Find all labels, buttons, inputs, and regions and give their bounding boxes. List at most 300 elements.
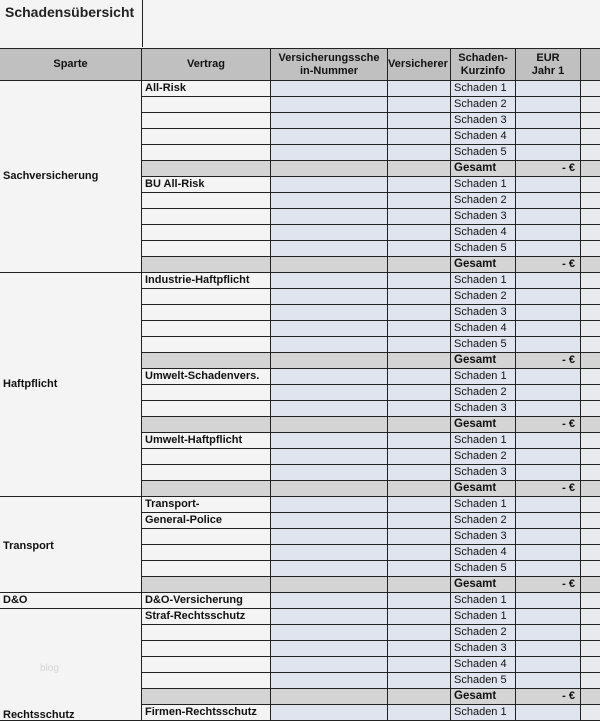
vertrag-cell[interactable] — [142, 113, 271, 129]
versicherer-cell[interactable] — [388, 369, 451, 385]
total-row — [142, 577, 600, 593]
schaden-cell[interactable]: Schaden 1 — [451, 609, 516, 625]
sparte-cell[interactable] — [0, 593, 142, 609]
versicherungsschein-cell[interactable] — [271, 657, 388, 673]
total-label-cell[interactable]: Gesamt — [451, 481, 516, 497]
vertrag-cell[interactable] — [142, 465, 271, 481]
eur-cell[interactable] — [516, 593, 581, 609]
eur-cell[interactable] — [516, 97, 581, 113]
eur-cell[interactable] — [516, 561, 581, 577]
sparte-label: Haftpflicht — [3, 378, 58, 390]
next-column-cell[interactable] — [581, 577, 600, 593]
next-column-cell[interactable] — [581, 417, 600, 433]
schaden-cell[interactable]: Schaden 5 — [451, 337, 516, 353]
vertrag-cell[interactable] — [142, 145, 271, 161]
eur-cell[interactable] — [516, 81, 581, 97]
versicherungsschein-cell[interactable] — [271, 97, 388, 113]
header-kurzinfo[interactable] — [451, 49, 516, 80]
schaden-cell[interactable]: Schaden 2 — [451, 97, 516, 113]
table-row — [142, 369, 600, 385]
vertrag-cell[interactable] — [142, 481, 271, 497]
schaden-cell[interactable]: Schaden 4 — [451, 545, 516, 561]
versicherungsschein-cell[interactable] — [271, 161, 388, 177]
total-row — [142, 417, 600, 433]
total-label-cell[interactable]: Gesamt — [451, 689, 516, 705]
table-row — [142, 321, 600, 337]
sheet-title: Schadensübersicht — [5, 4, 135, 20]
versicherer-cell[interactable] — [388, 385, 451, 401]
versicherungsschein-cell[interactable] — [271, 225, 388, 241]
next-column-cell[interactable] — [581, 337, 600, 353]
vertrag-cell[interactable] — [142, 353, 271, 369]
vertrag-cell[interactable] — [142, 289, 271, 305]
table-row — [142, 561, 600, 577]
schaden-cell[interactable]: Schaden 4 — [451, 129, 516, 145]
versicherer-cell[interactable] — [388, 577, 451, 593]
versicherer-cell[interactable] — [388, 657, 451, 673]
sparte-label: Transport — [3, 539, 54, 552]
vertrag-cell[interactable]: Transport- — [142, 497, 271, 513]
schaden-cell[interactable]: Schaden 2 — [451, 289, 516, 305]
vertrag-cell[interactable] — [142, 225, 271, 241]
eur-cell[interactable] — [516, 273, 581, 289]
next-column-cell[interactable] — [581, 497, 600, 513]
versicherer-cell[interactable] — [388, 481, 451, 497]
next-column-cell[interactable] — [581, 481, 600, 497]
versicherungsschein-cell[interactable] — [271, 433, 388, 449]
sparte-cell[interactable] — [0, 497, 142, 593]
vertrag-cell[interactable] — [142, 417, 271, 433]
versicherungsschein-cell[interactable] — [271, 481, 388, 497]
total-eur-cell[interactable]: - € — [516, 689, 581, 705]
vertrag-cell[interactable] — [142, 673, 271, 689]
schaden-cell[interactable]: Schaden 1 — [451, 369, 516, 385]
next-column-cell[interactable] — [581, 561, 600, 577]
eur-cell[interactable] — [516, 241, 581, 257]
header-kurzinfo-line2: Kurzinfo — [460, 64, 506, 77]
vertrag-cell[interactable] — [142, 641, 271, 657]
versicherungsschein-cell[interactable] — [271, 353, 388, 369]
table-row — [142, 625, 600, 641]
total-label-cell[interactable]: Gesamt — [451, 161, 516, 177]
versicherungsschein-cell[interactable] — [271, 289, 388, 305]
versicherer-cell[interactable] — [388, 609, 451, 625]
vertrag-cell[interactable] — [142, 193, 271, 209]
table-row — [142, 177, 600, 193]
eur-cell[interactable] — [516, 609, 581, 625]
total-row — [142, 257, 600, 273]
versicherer-cell[interactable] — [388, 689, 451, 705]
eur-cell[interactable] — [516, 369, 581, 385]
versicherer-cell[interactable] — [388, 225, 451, 241]
vertrag-cell[interactable]: Firmen-Rechtsschutz — [142, 705, 271, 721]
next-column-cell[interactable] — [581, 369, 600, 385]
eur-cell[interactable] — [516, 657, 581, 673]
header-next-column[interactable] — [581, 49, 600, 80]
eur-cell[interactable] — [516, 545, 581, 561]
versicherer-cell[interactable] — [388, 145, 451, 161]
schaden-cell[interactable]: Schaden 4 — [451, 321, 516, 337]
vertrag-cell[interactable]: All-Risk — [142, 81, 271, 97]
versicherungsschein-cell[interactable] — [271, 625, 388, 641]
versicherer-cell[interactable] — [388, 417, 451, 433]
table-row — [142, 385, 600, 401]
vertrag-cell[interactable]: Umwelt-Schadenvers. — [142, 369, 271, 385]
vertrag-cell[interactable] — [142, 161, 271, 177]
eur-cell[interactable] — [516, 641, 581, 657]
schaden-cell[interactable]: Schaden 3 — [451, 305, 516, 321]
title-cell[interactable] — [0, 0, 143, 47]
table-row — [142, 449, 600, 465]
versicherer-cell[interactable] — [388, 673, 451, 689]
total-eur-cell[interactable]: - € — [516, 577, 581, 593]
next-column-cell[interactable] — [581, 209, 600, 225]
versicherungsschein-cell[interactable] — [271, 129, 388, 145]
versicherer-cell[interactable] — [388, 177, 451, 193]
versicherungsschein-cell[interactable] — [271, 337, 388, 353]
sparte-label: D&O — [3, 594, 28, 606]
versicherungsschein-cell[interactable] — [271, 177, 388, 193]
total-eur-cell[interactable]: - € — [516, 353, 581, 369]
versicherer-cell[interactable] — [388, 161, 451, 177]
versicherungsschein-cell[interactable] — [271, 545, 388, 561]
versicherungsschein-cell[interactable] — [271, 609, 388, 625]
versicherungsschein-cell[interactable] — [271, 81, 388, 97]
next-column-cell[interactable] — [581, 241, 600, 257]
vertrag-cell[interactable]: BU All-Risk — [142, 177, 271, 193]
next-column-cell[interactable] — [581, 545, 600, 561]
eur-cell[interactable] — [516, 193, 581, 209]
vertrag-cell[interactable] — [142, 545, 271, 561]
next-column-cell[interactable] — [581, 161, 600, 177]
versicherer-cell[interactable] — [388, 593, 451, 609]
vertrag-cell[interactable]: D&O-Versicherung — [142, 593, 271, 609]
total-label-cell[interactable]: Gesamt — [451, 577, 516, 593]
next-column-cell[interactable] — [581, 113, 600, 129]
eur-cell[interactable] — [516, 321, 581, 337]
next-column-cell[interactable] — [581, 145, 600, 161]
eur-cell[interactable] — [516, 113, 581, 129]
vertrag-cell[interactable] — [142, 305, 271, 321]
vertrag-cell[interactable] — [142, 129, 271, 145]
next-column-cell[interactable] — [581, 97, 600, 113]
next-column-cell[interactable] — [581, 305, 600, 321]
versicherungsschein-cell[interactable] — [271, 385, 388, 401]
header-schein-line2: in-Nummer — [299, 64, 359, 77]
versicherer-cell[interactable] — [388, 97, 451, 113]
sparte-label: Rechtsschutz — [3, 709, 75, 721]
table-row — [142, 705, 600, 721]
next-column-cell[interactable] — [581, 321, 600, 337]
table-row — [142, 225, 600, 241]
eur-cell[interactable] — [516, 177, 581, 193]
versicherer-cell[interactable] — [388, 113, 451, 129]
versicherungsschein-cell[interactable] — [271, 273, 388, 289]
sparte-cell[interactable] — [0, 609, 142, 721]
next-column-cell[interactable] — [581, 129, 600, 145]
total-eur-cell[interactable]: - € — [516, 161, 581, 177]
next-column-cell[interactable] — [581, 193, 600, 209]
vertrag-cell[interactable] — [142, 321, 271, 337]
header-eur-line1: EUR — [536, 51, 560, 64]
sparte-cell[interactable] — [0, 81, 142, 273]
versicherungsschein-cell[interactable] — [271, 593, 388, 609]
schaden-cell[interactable]: Schaden 2 — [451, 513, 516, 529]
eur-cell[interactable] — [516, 337, 581, 353]
versicherungsschein-cell[interactable] — [271, 641, 388, 657]
versicherungsschein-cell[interactable] — [271, 305, 388, 321]
eur-cell[interactable] — [516, 209, 581, 225]
schaden-cell[interactable]: Schaden 5 — [451, 145, 516, 161]
versicherer-cell[interactable] — [388, 209, 451, 225]
table-row — [142, 337, 600, 353]
next-column-cell[interactable] — [581, 257, 600, 273]
next-column-cell[interactable] — [581, 641, 600, 657]
schaden-cell[interactable]: Schaden 4 — [451, 657, 516, 673]
versicherer-cell[interactable] — [388, 625, 451, 641]
versicherungsschein-cell[interactable] — [271, 705, 388, 721]
versicherer-cell[interactable] — [388, 433, 451, 449]
vertrag-cell[interactable] — [142, 449, 271, 465]
table-row — [142, 241, 600, 257]
vertrag-cell[interactable]: Straf-Rechtsschutz — [142, 609, 271, 625]
next-column-cell[interactable] — [581, 673, 600, 689]
table-row — [142, 545, 600, 561]
versicherungsschein-cell[interactable] — [271, 561, 388, 577]
table-row — [142, 641, 600, 657]
next-column-cell[interactable] — [581, 465, 600, 481]
versicherungsschein-cell[interactable] — [271, 145, 388, 161]
versicherungsschein-cell[interactable] — [271, 193, 388, 209]
table-row — [142, 497, 600, 513]
vertrag-cell[interactable] — [142, 529, 271, 545]
schaden-cell[interactable]: Schaden 3 — [451, 529, 516, 545]
eur-cell[interactable] — [516, 513, 581, 529]
versicherungsschein-cell[interactable] — [271, 529, 388, 545]
versicherungsschein-cell[interactable] — [271, 577, 388, 593]
versicherer-cell[interactable] — [388, 561, 451, 577]
eur-cell[interactable] — [516, 305, 581, 321]
next-column-cell[interactable] — [581, 529, 600, 545]
vertrag-cell[interactable]: Umwelt-Haftpflicht — [142, 433, 271, 449]
header-versicherer[interactable]: Versicherer — [388, 49, 451, 80]
versicherungsschein-cell[interactable] — [271, 321, 388, 337]
table-row — [142, 209, 600, 225]
eur-cell[interactable] — [516, 225, 581, 241]
eur-cell[interactable] — [516, 625, 581, 641]
vertrag-cell[interactable] — [142, 625, 271, 641]
eur-cell[interactable] — [516, 385, 581, 401]
versicherungsschein-cell[interactable] — [271, 417, 388, 433]
next-column-cell[interactable] — [581, 705, 600, 721]
schaden-cell[interactable]: Schaden 1 — [451, 177, 516, 193]
versicherer-cell[interactable] — [388, 81, 451, 97]
versicherer-cell[interactable] — [388, 641, 451, 657]
table-row — [142, 193, 600, 209]
schaden-cell[interactable]: Schaden 1 — [451, 497, 516, 513]
next-column-cell[interactable] — [581, 401, 600, 417]
vertrag-cell[interactable] — [142, 689, 271, 705]
versicherer-cell[interactable] — [388, 465, 451, 481]
eur-cell[interactable] — [516, 497, 581, 513]
versicherungsschein-cell[interactable] — [271, 113, 388, 129]
schaden-cell[interactable]: Schaden 1 — [451, 433, 516, 449]
eur-cell[interactable] — [516, 705, 581, 721]
total-row — [142, 161, 600, 177]
header-sparte[interactable]: Sparte — [0, 49, 142, 80]
versicherer-cell[interactable] — [388, 321, 451, 337]
total-label-cell[interactable]: Gesamt — [451, 417, 516, 433]
versicherungsschein-cell[interactable] — [271, 673, 388, 689]
schaden-cell[interactable]: Schaden 2 — [451, 385, 516, 401]
total-label-cell[interactable]: Gesamt — [451, 257, 516, 273]
versicherungsschein-cell[interactable] — [271, 369, 388, 385]
schaden-cell[interactable]: Schaden 1 — [451, 273, 516, 289]
next-column-cell[interactable] — [581, 449, 600, 465]
next-column-cell[interactable] — [581, 177, 600, 193]
total-eur-cell[interactable]: - € — [516, 481, 581, 497]
eur-cell[interactable] — [516, 465, 581, 481]
next-column-cell[interactable] — [581, 513, 600, 529]
sparte-label: Sachversicherung — [3, 170, 99, 182]
vertrag-cell[interactable] — [142, 337, 271, 353]
eur-cell[interactable] — [516, 433, 581, 449]
versicherer-cell[interactable] — [388, 289, 451, 305]
eur-cell[interactable] — [516, 289, 581, 305]
versicherer-cell[interactable] — [388, 529, 451, 545]
schaden-cell[interactable]: Schaden 3 — [451, 209, 516, 225]
next-column-cell[interactable] — [581, 433, 600, 449]
vertrag-cell[interactable] — [142, 577, 271, 593]
versicherer-cell[interactable] — [388, 241, 451, 257]
versicherer-cell[interactable] — [388, 449, 451, 465]
versicherer-cell[interactable] — [388, 193, 451, 209]
next-column-cell[interactable] — [581, 385, 600, 401]
table-row — [142, 609, 600, 625]
versicherungsschein-cell[interactable] — [271, 209, 388, 225]
schaden-cell[interactable]: Schaden 4 — [451, 225, 516, 241]
vertrag-cell[interactable] — [142, 97, 271, 113]
versicherungsschein-cell[interactable] — [271, 401, 388, 417]
schaden-cell[interactable]: Schaden 1 — [451, 705, 516, 721]
schaden-cell[interactable]: Schaden 1 — [451, 81, 516, 97]
vertrag-cell[interactable] — [142, 241, 271, 257]
table-row — [142, 529, 600, 545]
vertrag-cell[interactable] — [142, 385, 271, 401]
total-eur-cell[interactable]: - € — [516, 417, 581, 433]
next-column-cell[interactable] — [581, 625, 600, 641]
versicherungsschein-cell[interactable] — [271, 497, 388, 513]
vertrag-cell[interactable] — [142, 209, 271, 225]
versicherer-cell[interactable] — [388, 273, 451, 289]
vertrag-cell[interactable] — [142, 257, 271, 273]
schaden-cell[interactable]: Schaden 1 — [451, 593, 516, 609]
vertrag-cell[interactable] — [142, 561, 271, 577]
total-row — [142, 689, 600, 705]
total-row — [142, 353, 600, 369]
versicherungsschein-cell[interactable] — [271, 241, 388, 257]
sparte-cell[interactable] — [0, 273, 142, 497]
vertrag-cell[interactable] — [142, 401, 271, 417]
schaden-cell[interactable]: Schaden 3 — [451, 465, 516, 481]
versicherungsschein-cell[interactable] — [271, 513, 388, 529]
schaden-cell[interactable]: Schaden 3 — [451, 113, 516, 129]
versicherer-cell[interactable] — [388, 305, 451, 321]
schaden-cell[interactable]: Schaden 5 — [451, 241, 516, 257]
eur-cell[interactable] — [516, 145, 581, 161]
next-column-cell[interactable] — [581, 81, 600, 97]
table-row — [142, 129, 600, 145]
next-column-cell[interactable] — [581, 657, 600, 673]
eur-cell[interactable] — [516, 529, 581, 545]
vertrag-cell[interactable]: Industrie-Haftpflicht — [142, 273, 271, 289]
eur-cell[interactable] — [516, 129, 581, 145]
versicherungsschein-cell[interactable] — [271, 257, 388, 273]
schaden-cell[interactable]: Schaden 2 — [451, 625, 516, 641]
versicherer-cell[interactable] — [388, 257, 451, 273]
next-column-cell[interactable] — [581, 273, 600, 289]
table-row — [142, 145, 600, 161]
schaden-cell[interactable]: Schaden 3 — [451, 641, 516, 657]
next-column-cell[interactable] — [581, 353, 600, 369]
versicherungsschein-cell[interactable] — [271, 449, 388, 465]
table-row — [142, 305, 600, 321]
total-label-cell[interactable]: Gesamt — [451, 353, 516, 369]
versicherer-cell[interactable] — [388, 337, 451, 353]
header-versicherungsschein[interactable] — [271, 49, 388, 80]
eur-cell[interactable] — [516, 673, 581, 689]
header-schein-line1: Versicherungssche — [278, 51, 380, 64]
versicherer-cell[interactable] — [388, 513, 451, 529]
total-row — [142, 481, 600, 497]
versicherer-cell[interactable] — [388, 353, 451, 369]
schaden-cell[interactable]: Schaden 5 — [451, 561, 516, 577]
table-row — [142, 113, 600, 129]
header-kurzinfo-line1: Schaden- — [458, 51, 508, 64]
versicherer-cell[interactable] — [388, 545, 451, 561]
eur-cell[interactable] — [516, 401, 581, 417]
next-column-cell[interactable] — [581, 593, 600, 609]
next-column-cell[interactable] — [581, 609, 600, 625]
total-eur-cell[interactable]: - € — [516, 257, 581, 273]
schaden-cell[interactable]: Schaden 2 — [451, 449, 516, 465]
versicherer-cell[interactable] — [388, 497, 451, 513]
schaden-cell[interactable]: Schaden 3 — [451, 401, 516, 417]
next-column-cell[interactable] — [581, 689, 600, 705]
next-column-cell[interactable] — [581, 289, 600, 305]
table-header — [0, 48, 600, 81]
header-vertrag[interactable]: Vertrag — [142, 49, 271, 80]
table-row — [142, 657, 600, 673]
schaden-cell[interactable]: Schaden 5 — [451, 673, 516, 689]
table-row — [142, 289, 600, 305]
eur-cell[interactable] — [516, 449, 581, 465]
table-row — [142, 97, 600, 113]
vertrag-cell[interactable]: General-Police — [142, 513, 271, 529]
versicherer-cell[interactable] — [388, 129, 451, 145]
table-row — [142, 273, 600, 289]
table-row — [142, 673, 600, 689]
versicherer-cell[interactable] — [388, 705, 451, 721]
versicherer-cell[interactable] — [388, 401, 451, 417]
schaden-cell[interactable]: Schaden 2 — [451, 193, 516, 209]
next-column-cell[interactable] — [581, 225, 600, 241]
title-area — [0, 0, 600, 48]
versicherungsschein-cell[interactable] — [271, 689, 388, 705]
header-eur-jahr1[interactable] — [516, 49, 581, 80]
vertrag-cell[interactable] — [142, 657, 271, 673]
versicherungsschein-cell[interactable] — [271, 465, 388, 481]
